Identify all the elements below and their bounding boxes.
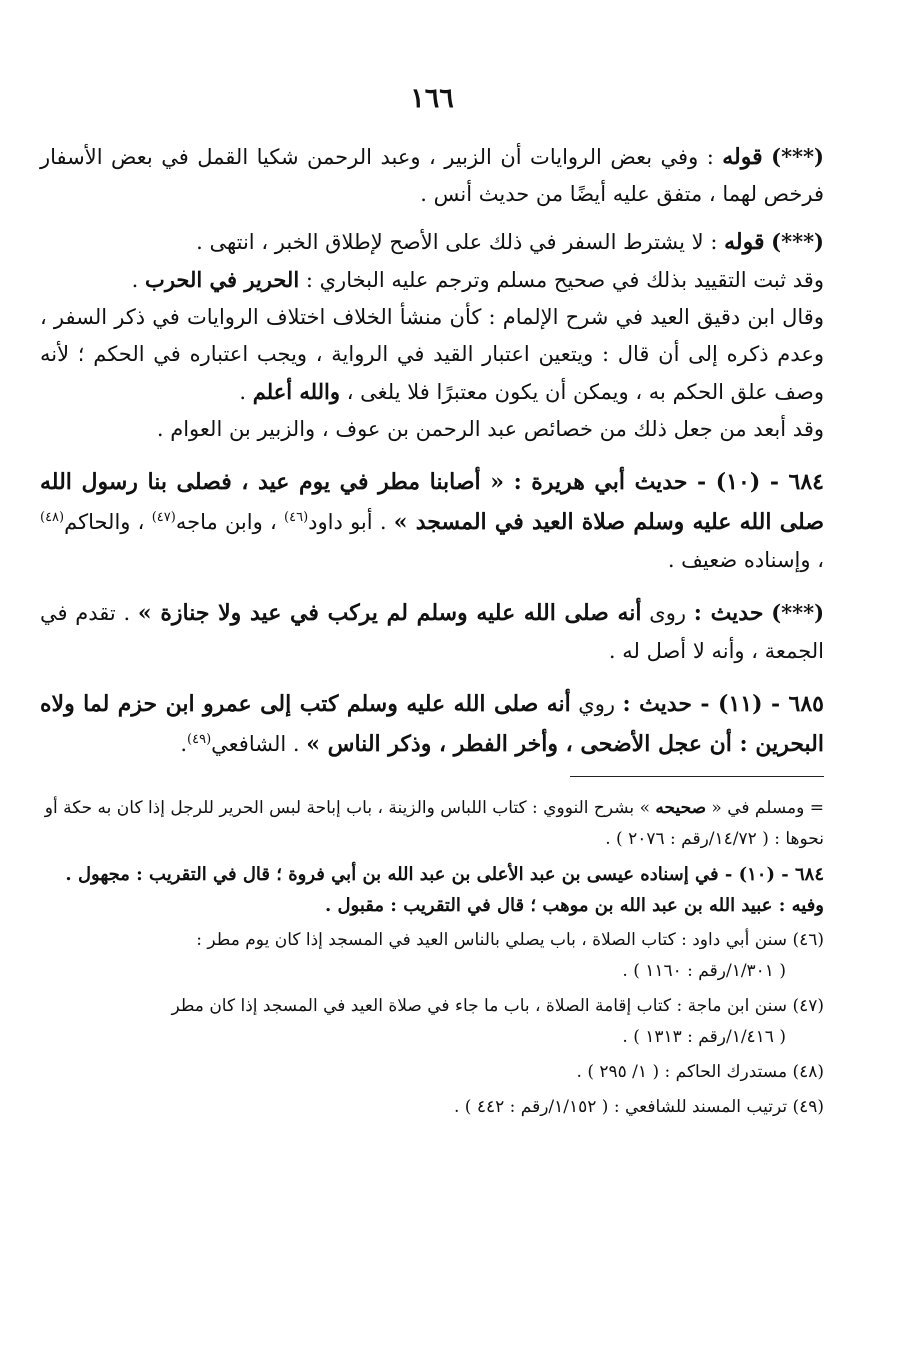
paragraph-text: ، والحاكم (64, 510, 145, 534)
footnote-text: ٦٨٤ - (١٠) - في إسناده عيسى بن عبد الأعلى بن عبد الله بن أبي فروة ؛ قال في التقريب : مجهول . وفيه : (65, 864, 824, 916)
footnote-text: » بشرح النووي : كتاب اللباس والزينة ، باب إباحة لبس الحرير للرجل إذا كان به حكة أو نحوها : ( ١٤/٧٢/رقم : ٢٠٧٦ ) . (44, 798, 824, 849)
paragraph-text: روى (649, 601, 687, 625)
footnote-ref-47[interactable]: (٤٧) (151, 510, 176, 525)
lead-word: قوله (722, 144, 763, 170)
footnote-46 (40, 925, 824, 987)
paragraph-qawluhu-2 (40, 223, 824, 448)
paragraph-text: وقد أبعد من جعل ذلك من خصائص عبد الرحمن بن عوف ، والزبير بن العوام . (156, 417, 824, 441)
paragraph-text: : وفي بعض الروايات أن الزبير ، وعبد الرحمن شكيا القمل في بعض الأسفار فرخص لهما ، متفق عليه أيضًا من حديث أنس . (40, 145, 824, 206)
footnote-ref-48[interactable]: (٤٨) (40, 510, 65, 525)
paragraph-text: . الشافعي (211, 732, 300, 756)
chapter-title: الحرير في الحرب (145, 267, 300, 292)
footnote-text: (٤٨) مستدرك الحاكم : ( ١/ ٢٩٥ ) . (576, 1062, 824, 1082)
footnote-reference: ( ١/٤١٦/رقم : ١٣١٣ ) . (622, 1027, 786, 1047)
footnote-47 (40, 991, 824, 1053)
paragraph-text: . تقدم في الجمعة ، وأنه لا أصل له . (40, 601, 824, 663)
footnote-text: (٤٧) سنن ابن ماجة : كتاب إقامة الصلاة ، باب ما جاء في صلاة العيد في المسجد إذا كان مطر (171, 996, 824, 1016)
footnote-ref-46[interactable]: (٤٦) (284, 510, 309, 525)
hadith-number: ٦٨٥ - (١١) - حديث : (622, 691, 824, 717)
footnote-text: (٤٦) سنن أبي داود : كتاب الصلاة ، باب يصلي بالناس العيد في المسجد إذا كان يوم مطر : (196, 930, 824, 950)
footnote-continuation (40, 793, 824, 855)
hadith-text: ٦٨٤ - (١٠) - حديث أبي هريرة : « أصابنا مطر في يوم عيد ، فصلى بنا رسول الله صلى الله عليه وسلم صلاة العيد في المسجد » (40, 469, 825, 535)
paragraph-text: ، وإسناده ضعيف . (667, 548, 824, 572)
hadith-no-riding (40, 593, 824, 670)
paragraph-qawluhu-1 (40, 138, 824, 213)
paragraph-text: روي (578, 692, 616, 716)
book-title: صحيحه (655, 798, 707, 818)
marker: (***) (771, 144, 824, 169)
footnote-divider (570, 776, 824, 777)
paragraph-text: ، وابن ماجه (175, 510, 277, 534)
footnote-48 (40, 1057, 824, 1088)
paragraph-text: : لا يشترط السفر في ذلك على الأصح لإطلاق الخبر ، انتهى . (196, 230, 718, 254)
footnote-49 (40, 1092, 824, 1123)
closing-phrase: والله أعلم (252, 379, 340, 404)
page-number: ١٦٦ (410, 83, 454, 114)
paragraph-text: وقد ثبت التقييد بذلك في صحيح مسلم وترجم عليه البخاري : (305, 268, 824, 292)
marker: (***) (771, 229, 824, 254)
main-text (40, 138, 824, 764)
paragraph-text: وقال ابن دقيق العيد في شرح الإلمام : كأن منشأ الخلاف اختلاف الروايات في ذكر السفر ، وعدم ذكره إلى أن قال : ويتعين اعتبار القيد في الرواية ، ويجب اعتباره في الحكم ؛ لأنه وصف علق الحكم به ، ويمكن أن يكون معتبرًا فلا يلغى ، (40, 305, 824, 404)
lead-word: قوله (724, 229, 765, 255)
footnote-text: (٤٩) ترتيب المسند للشافعي : ( ١/١٥٢/رقم : ٤٤٢ ) . (453, 1097, 824, 1117)
marker: (***) (771, 600, 825, 625)
footnote-ref-49[interactable]: (٤٩) (187, 732, 212, 747)
footnotes (40, 793, 824, 1123)
hadith-685 (40, 684, 824, 764)
hadith-text: أنه صلى الله عليه وسلم كتب إلى عمرو ابن حزم لما ولاه البحرين : أن عجل الأضحى ، وأخر الفطر ، وذكر الناس » (40, 691, 824, 757)
punctuation: . (180, 732, 188, 756)
punctuation: . (239, 380, 247, 404)
book-page (40, 78, 824, 1339)
lead-word: حديث : (693, 600, 764, 626)
footnote-text: ؛ قال في التقريب : مقبول . (324, 895, 537, 916)
footnote-684 (40, 859, 824, 921)
hadith-684 (40, 462, 824, 579)
footnote-reference: ( ١/٣٠١/رقم : ١١٦٠ ) . (622, 961, 786, 981)
paragraph-text: . أبو داود (308, 510, 387, 534)
footnote-text: = ومسلم في « (711, 798, 824, 818)
punctuation: . (131, 268, 139, 292)
footnote-text: عبيد الله بن عبد الله بن موهب (542, 895, 773, 916)
hadith-text: أنه صلى الله عليه وسلم لم يركب في عيد ولا جنازة » (137, 600, 642, 626)
